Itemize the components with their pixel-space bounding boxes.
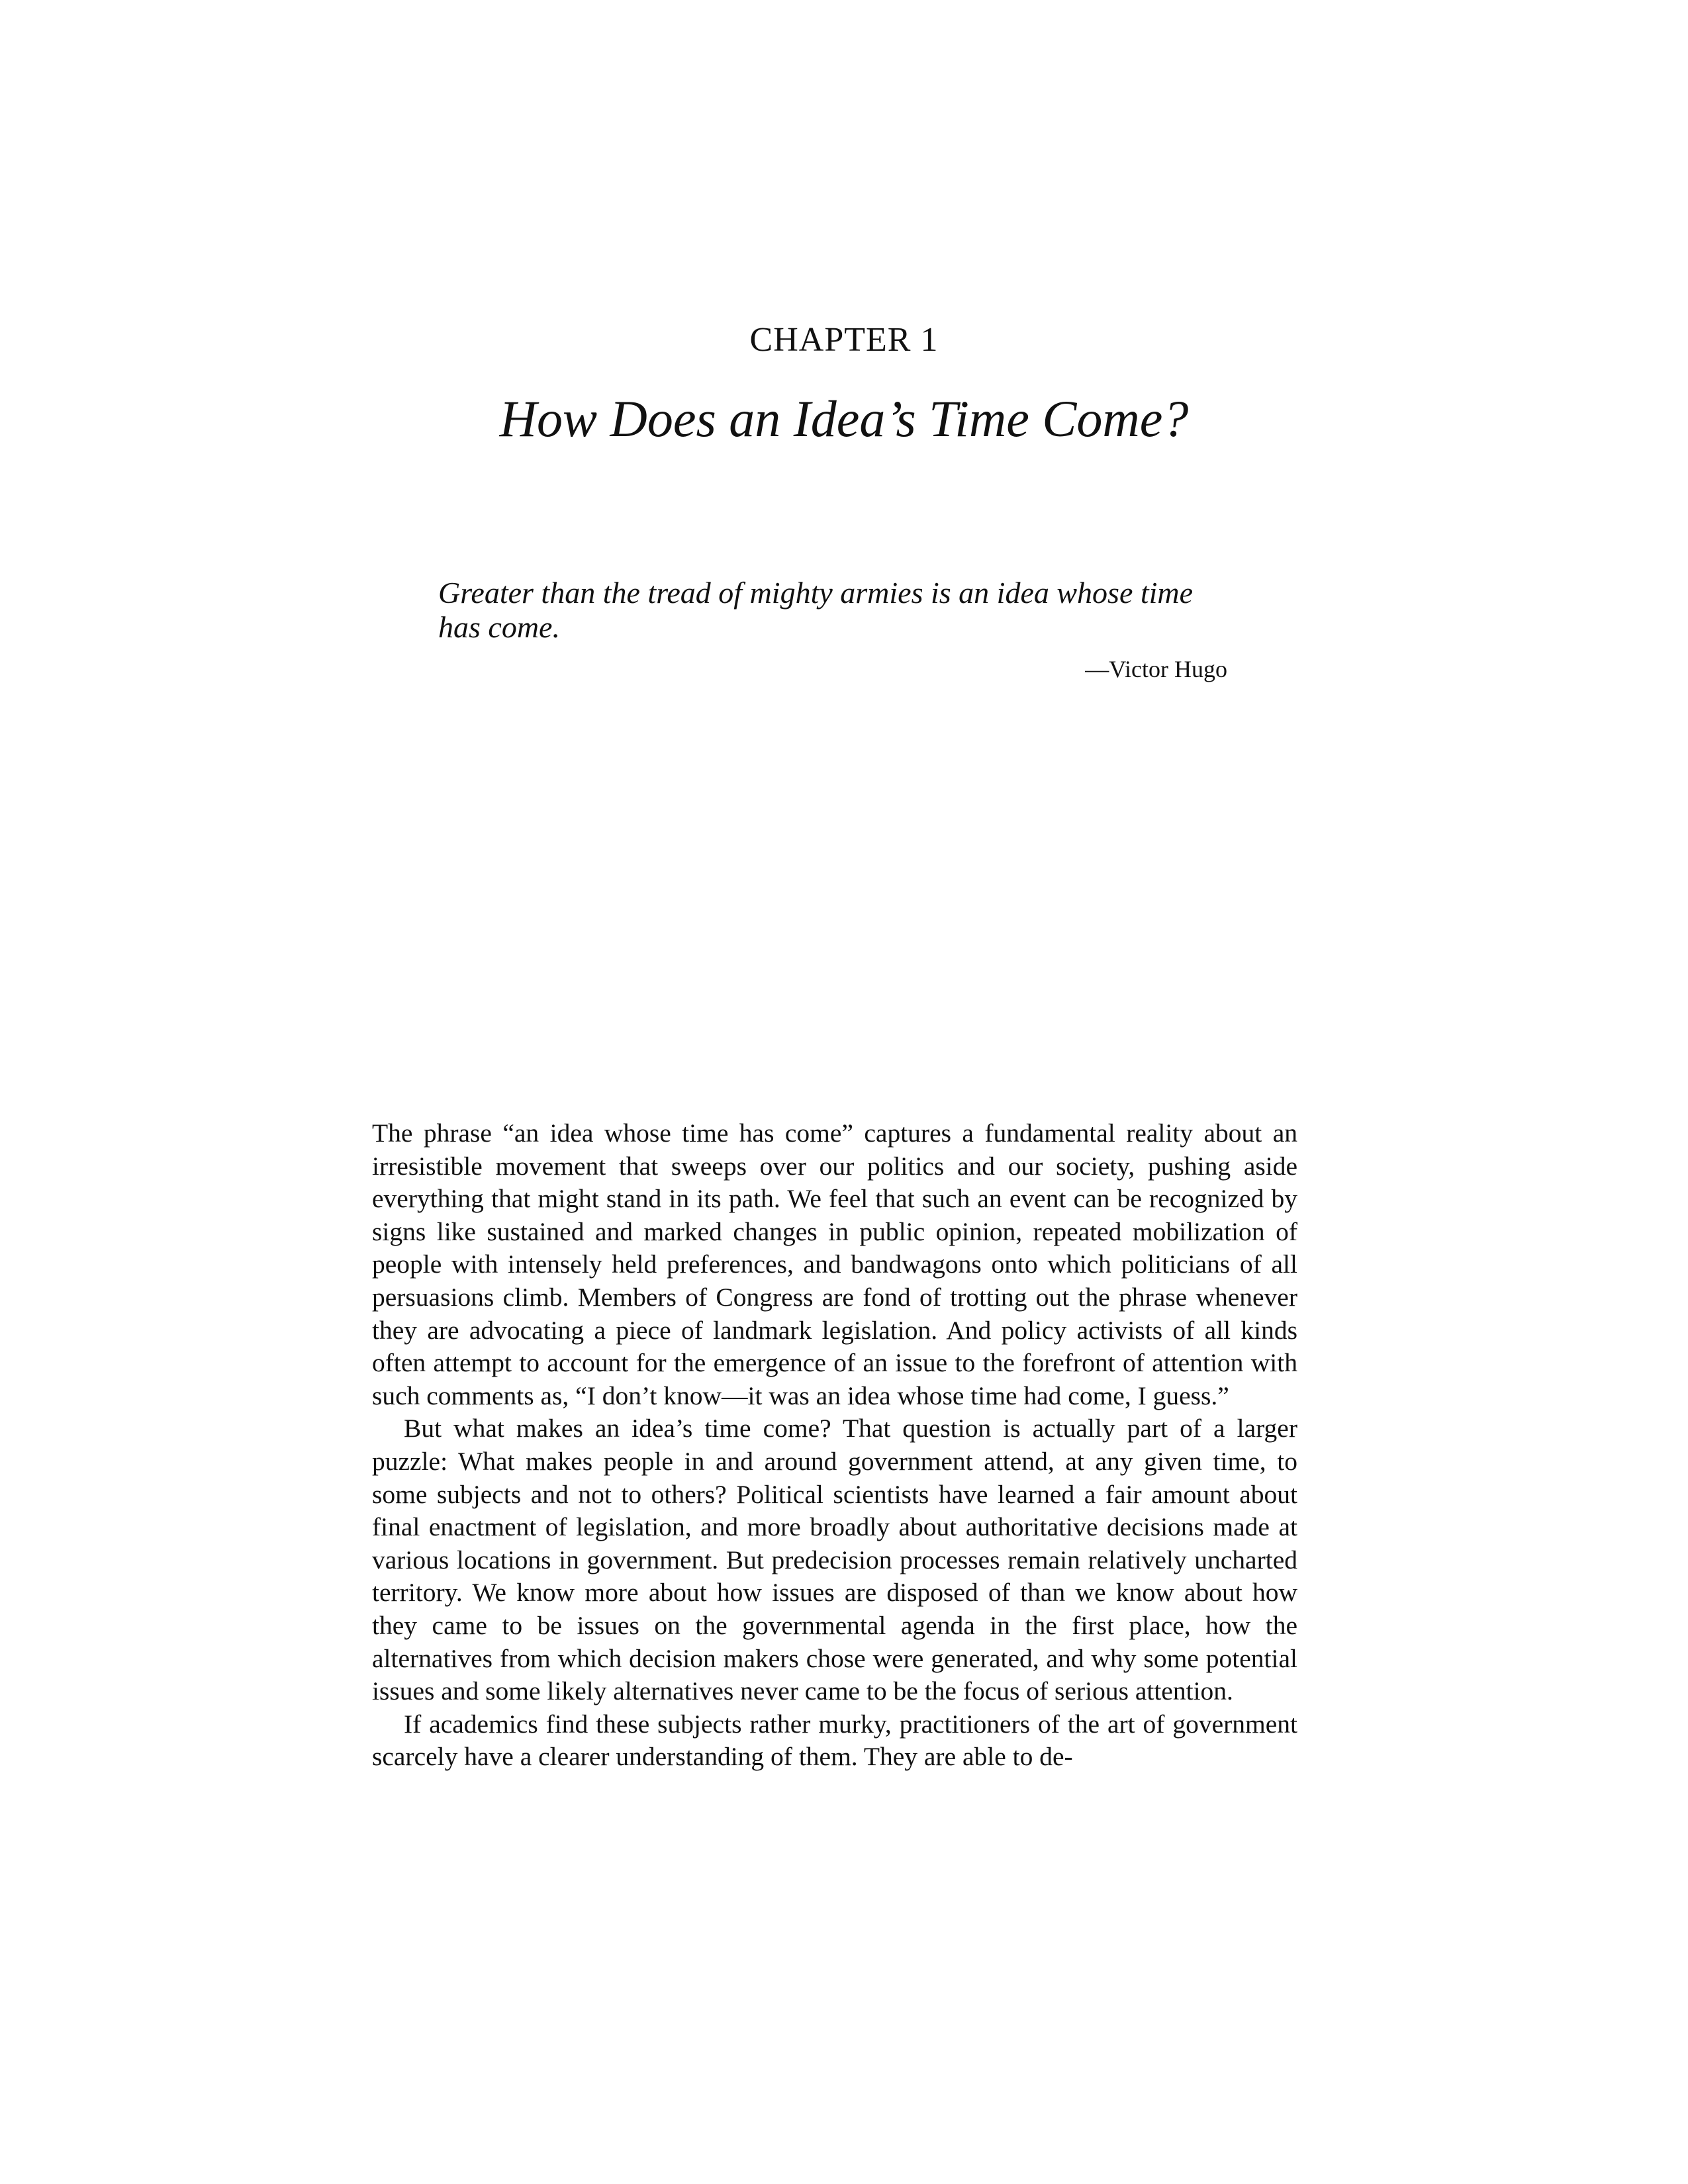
epigraph <box>438 576 1233 686</box>
chapter-title: How Does an Idea’s Time Come? <box>499 390 1189 447</box>
epigraph-attribution: —Victor Hugo <box>1085 656 1227 682</box>
paragraph-1: The phrase “an idea whose time has come” captures a fundamental reality about an irresistible movement that sweeps over our politics and our society, pushing aside everything that might stand in its path. We feel that such an event can be recognized by signs like sustained and marked changes in public opinion, repeated mobilization of people with intensely held preferences, and bandwagons onto which politicians of all persuasions climb. Members of Congress are fond of trotting out the phrase whenever they are advocating a piece of landmark legislation. And policy activists of all kinds often attempt to account for the emergence of an issue to the forefront of attention with such comments as, “I don’t know—it was an idea whose time had come, I guess.” <box>372 1118 1297 1410</box>
paragraph-3: If academics find these subjects rather murky, practitioners of the art of government scarcely have a clearer understanding of them. They are able to de- <box>372 1709 1297 1772</box>
body-text <box>372 1117 1297 1774</box>
chapter-number: CHAPTER 1 <box>749 321 939 359</box>
epigraph-quote: Greater than the tread of mighty armies is an idea whose time has come. <box>438 576 1194 644</box>
paragraph-2: But what makes an idea’s time come? That question is actually part of a larger puzzle: What makes people in and around government attend, at any given time, to some subjects and not to others? Political scientists have learned a fair amount about final enactment of legislation, and more broadly about authoritative decisions made at various locations in government. But predecision processes remain relatively uncharted territory. We know more about how issues are disposed of than we know about how they came to be issues on the governmental agenda in the first place, how the alternatives from which decision makers chose were generated, and why some potential issues and some likely alternatives never came to be the focus of serious attention. <box>372 1414 1297 1706</box>
